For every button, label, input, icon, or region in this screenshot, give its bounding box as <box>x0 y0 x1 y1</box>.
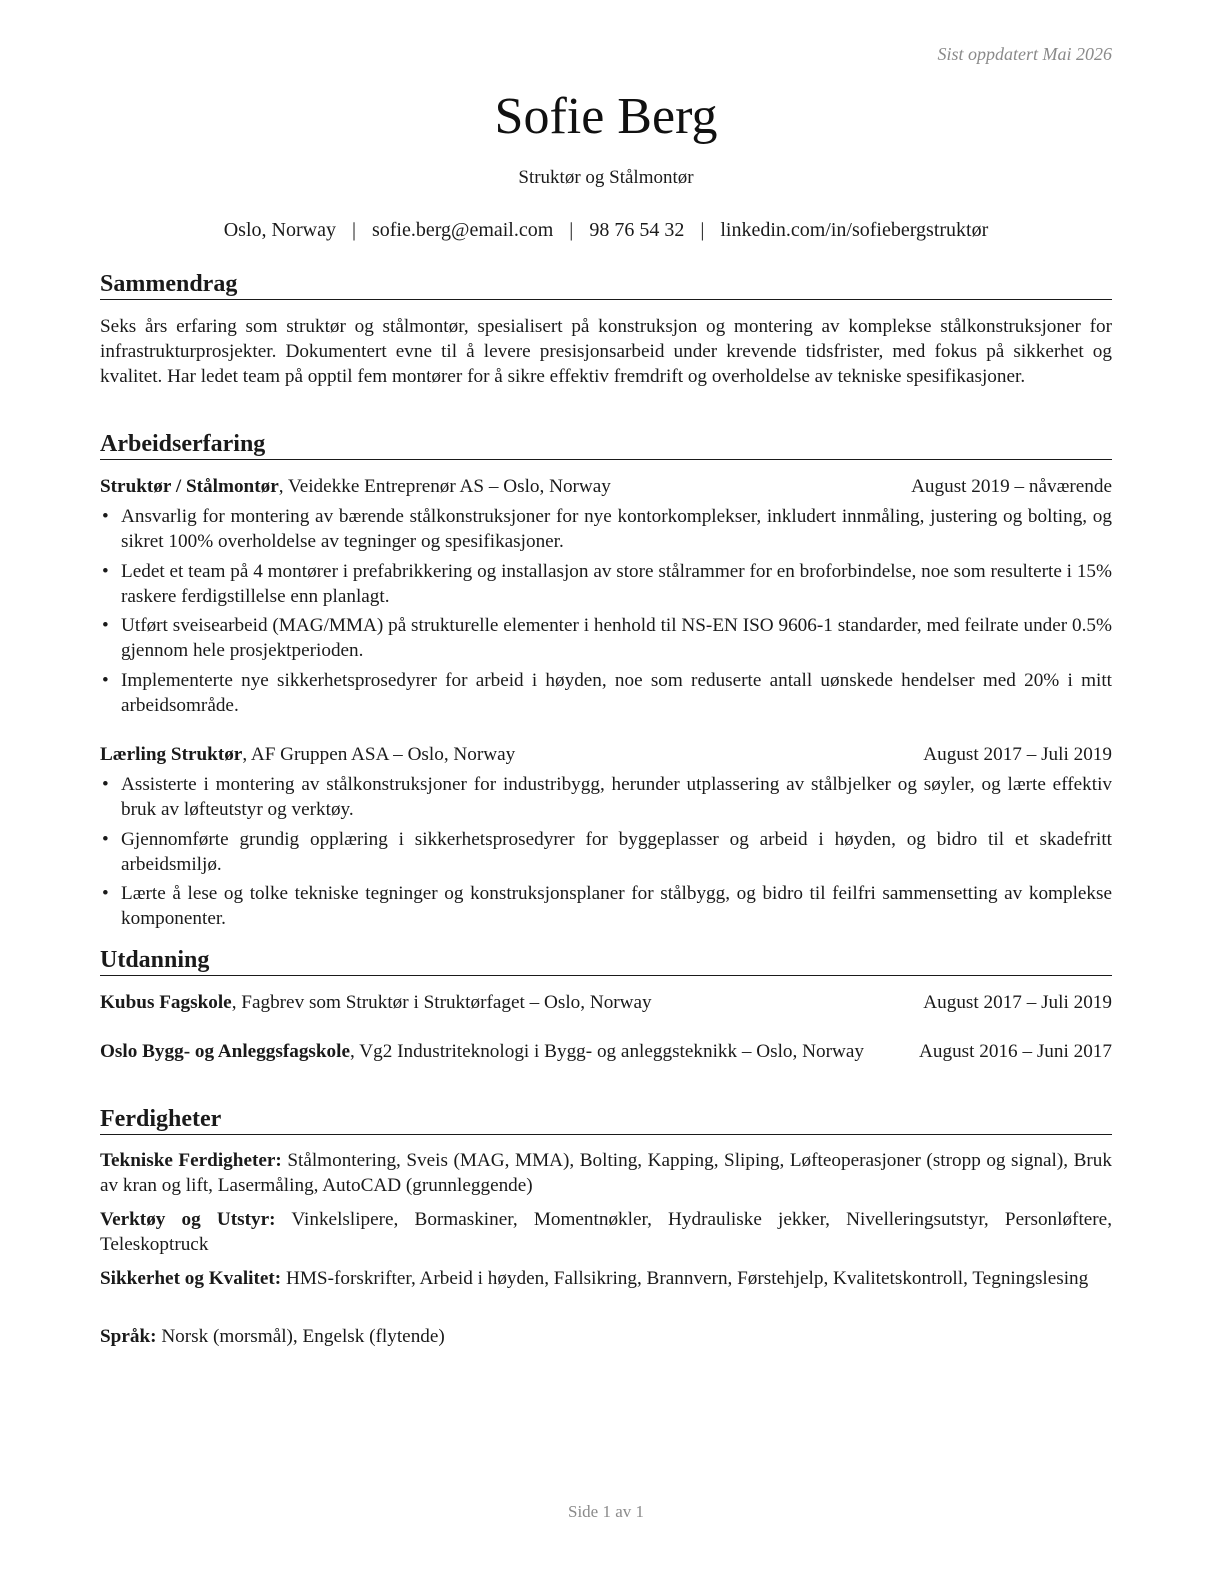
contact-location: Oslo, Norway <box>223 219 336 241</box>
skill-label: Sikkerhet og Kvalitet: <box>100 1268 282 1289</box>
school-detail: , Fagbrev som Struktør i Struktørfaget – Oslo, Norway <box>231 992 652 1013</box>
last-updated: Sist oppdatert Mai 2026 <box>937 44 1112 64</box>
bullet-icon: • <box>102 615 109 636</box>
list-item: • Ansvarlig for montering av bærende stålkonstruksjoner for nye kontorkomplekser, inkludert innmåling, justering og bolting, og sikret 100% overholdelse av tegninger og spesifikasjoner. <box>102 506 1112 552</box>
education-dates: August 2017 – Juli 2019 <box>923 992 1112 1013</box>
skill-group <box>100 1148 1112 1198</box>
job-role: Lærling Struktør <box>100 744 243 765</box>
skill-group <box>100 1207 1112 1257</box>
summary-text: Seks års erfaring som struktør og stålmontør, spesialisert på konstruksjon og montering av komplekse stålkonstruksjoner for infrastrukturprosjekter. Dokumentert evne til å levere presisjonsarbeid under krevende tidsfrister, med fokus på sikkerhet og kvalitet. Har ledet team på opptil fem montører for å sikre effektiv fremdrift og overholdelse av tekniske spesifikasjoner. <box>100 316 1112 387</box>
skill-group <box>100 1324 1112 1349</box>
school-name: Oslo Bygg- og Anleggsfagskole <box>100 1041 350 1062</box>
list-item: • Ledet et team på 4 montører i prefabrikkering og installasjon av store stålrammer for en broforbindelse, noe som resulterte i 15% raskere ferdigstillelse enn planlagt. <box>102 560 1112 607</box>
school-name: Kubus Fagskole <box>100 992 232 1013</box>
contact-separator: | <box>700 219 705 241</box>
list-item: • Assisterte i montering av stålkonstruksjoner for industribygg, herunder utplassering av stålbjelker og søyler, og lærte effektiv bruk av løfteutstyr og verktøy. <box>102 774 1112 820</box>
skill-label: Verktøy og Utstyr: <box>100 1209 276 1230</box>
section-heading-skills: Ferdigheter <box>100 1105 1112 1135</box>
skill-text: Norsk (morsmål), Engelsk (flytende) <box>156 1326 445 1347</box>
education-dates: August 2016 – Juni 2017 <box>919 1041 1112 1062</box>
job-header <box>100 474 1112 499</box>
job-title-company <box>100 474 611 499</box>
job-dates: August 2017 – Juli 2019 <box>923 744 1112 765</box>
job-header <box>100 742 1112 767</box>
job-title: Struktør og Stålmontør <box>518 167 694 188</box>
job-company: , AF Gruppen ASA – Oslo, Norway <box>242 744 516 765</box>
list-item: • Utført sveisearbeid (MAG/MMA) på strukturelle elementer i henhold til NS-EN ISO 9606-1 standarder, med feilrate under 0.5% gjennom hele prosjektperioden. <box>102 615 1112 661</box>
skill-label: Språk: <box>100 1326 157 1347</box>
contact-phone: 98 76 54 32 <box>589 219 685 241</box>
bullet-icon: • <box>102 560 109 582</box>
contact-separator: | <box>569 219 574 241</box>
skill-label: Tekniske Ferdigheter: <box>100 1150 282 1171</box>
bullet-icon: • <box>102 828 109 850</box>
bullet-icon: • <box>102 774 109 795</box>
page-number: Side 1 av 1 <box>567 1502 645 1521</box>
skill-text: HMS-forskrifter, Arbeid i høyden, Fallsikring, Brannvern, Førstehjelp, Kvalitetskontroll, Tegningslesing <box>281 1268 1089 1289</box>
job-dates: August 2019 – nåværende <box>911 476 1112 497</box>
list-item: • Lærte å lese og tolke tekniske tegninger og konstruksjonsplaner for stålbygg, og bidro til feilfri sammensetting av komplekse komponenter. <box>102 883 1112 929</box>
bullet-icon: • <box>102 669 109 691</box>
job-title-company <box>100 742 515 767</box>
resume-page <box>100 0 1112 1584</box>
contact-email[interactable]: sofie.berg@email.com <box>371 219 554 241</box>
skill-group <box>100 1266 1112 1291</box>
list-item: • Implementerte nye sikkerhetsprosedyrer for arbeid i høyden, noe som reduserte antall uønskede hendelser med 20% i mitt arbeidsområde. <box>102 669 1112 716</box>
job-role: Struktør / Stålmontør <box>100 476 279 497</box>
bullet-icon: • <box>102 883 109 904</box>
contact-separator: | <box>351 219 356 241</box>
section-heading-education: Utdanning <box>100 946 1112 976</box>
education-entry <box>100 1039 1112 1064</box>
section-heading-experience: Arbeidserfaring <box>100 430 1112 460</box>
skill-text: Stålmontering, Sveis (MAG, MMA), Bolting, Kapping, Sliping, Løfteoperasjoner (stropp og signal), Bruk av kran og lift, Lasermåling, AutoCAD (grunnleggende) <box>100 1150 1112 1196</box>
contact-line <box>100 219 1112 242</box>
school-detail: , Vg2 Industriteknologi i Bygg- og anleggsteknikk – Oslo, Norway <box>350 1041 864 1062</box>
skill-text: Vinkelslipere, Bormaskiner, Momentnøkler, Hydrauliske jekker, Nivelleringsutstyr, Personløftere, Teleskoptruck <box>100 1209 1112 1255</box>
education-entry <box>100 990 1112 1015</box>
bullet-icon: • <box>102 506 109 527</box>
job-bullets <box>100 772 1112 936</box>
list-item: • Gjennomførte grundig opplæring i sikkerhetsprosedyrer for byggeplasser og arbeid i høyden, og bidro til et skadefritt arbeidsmiljø. <box>102 828 1112 875</box>
candidate-name: Sofie Berg <box>494 88 718 145</box>
job-bullets <box>100 504 1112 722</box>
job-company: , Veidekke Entreprenør AS – Oslo, Norway <box>278 476 611 497</box>
contact-linkedin[interactable]: linkedin.com/in/sofiebergstruktør <box>720 219 989 241</box>
section-heading-summary: Sammendrag <box>100 270 1112 300</box>
